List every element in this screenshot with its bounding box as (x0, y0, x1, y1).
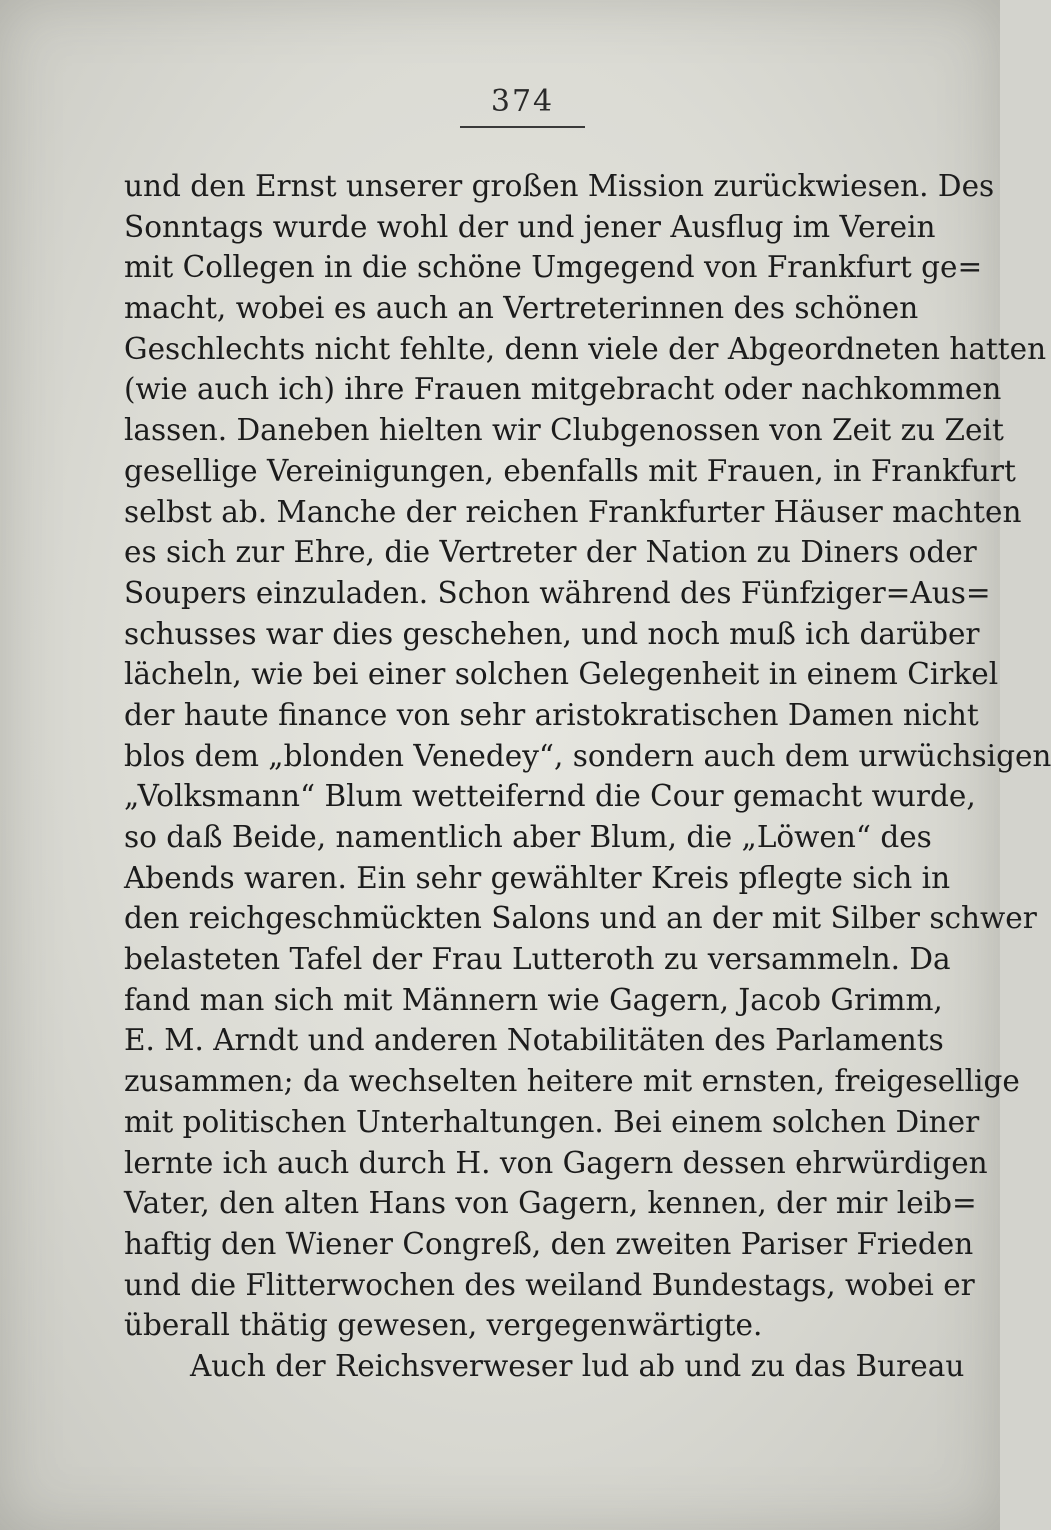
page-number-rule (460, 126, 585, 128)
text-line: es sich zur Ehre, die Vertreter der Nation zu Diners oder (124, 535, 977, 570)
body-text (124, 166, 1051, 1387)
text-line: Soupers einzuladen. Schon während des Fünfziger=Aus= (124, 575, 991, 610)
text-line: schusses war dies geschehen, und noch muß ich darüber (124, 616, 980, 651)
text-line: fand man sich mit Männern wie Gagern, Jacob Grimm, (124, 982, 943, 1017)
text-line: der haute finance von sehr aristokratischen Damen nicht (124, 697, 979, 732)
text-line: mit politischen Unterhaltungen. Bei einem solchen Diner (124, 1104, 980, 1139)
text-line: macht, wobei es auch an Vertreterinnen des schönen (124, 291, 919, 326)
text-line: und die Flitterwochen des weiland Bundestags, wobei er (124, 1267, 975, 1302)
text-line: selbst ab. Manche der reichen Frankfurter Häuser machten (124, 494, 1022, 529)
text-line: zusammen; da wechselten heitere mit ernsten, freigesellige (124, 1064, 1020, 1099)
text-line: haftig den Wiener Congreß, den zweiten Pariser Frieden (124, 1226, 974, 1261)
text-line: den reichgeschmückten Salons und an der mit Silber schwer (124, 901, 1037, 936)
text-line: überall thätig gewesen, vergegenwärtigte. (124, 1308, 763, 1343)
text-line: gesellige Vereinigungen, ebenfalls mit Frauen, in Frankfurt (124, 453, 1016, 488)
text-line: E. M. Arndt und anderen Notabilitäten des Parlaments (124, 1023, 944, 1058)
text-line: lächeln, wie bei einer solchen Gelegenheit in einem Cirkel (124, 657, 999, 692)
text-line: belasteten Tafel der Frau Lutteroth zu versammeln. Da (124, 942, 951, 977)
text-line: Vater, den alten Hans von Gagern, kennen, der mir leib= (124, 1186, 977, 1221)
text-line: so daß Beide, namentlich aber Blum, die „Löwen“ des (124, 820, 932, 854)
text-line: mit Collegen in die schöne Umgegend von Frankfurt ge= (124, 250, 983, 285)
text-line: (wie auch ich) ihre Frauen mitgebracht oder nachkommen (124, 372, 1002, 407)
text-line: „Volksmann“ Blum wetteifernd die Cour gemacht wurde, (124, 779, 976, 814)
text-line: und den Ernst unserer großen Mission zurückwiesen. Des (124, 169, 995, 203)
text-line-paragraph-start: Auch der Reichsverweser lud ab und zu das Bureau (190, 1348, 965, 1383)
text-line: Abends waren. Ein sehr gewählter Kreis pflegte sich in (124, 860, 951, 895)
text-line: Sonntags wurde wohl der und jener Ausflug im Verein (124, 209, 936, 244)
page-number: 374 (490, 84, 555, 119)
text-line: blos dem „blonden Venedey“, sondern auch dem urwüchsigen (124, 738, 1051, 773)
text-line: lassen. Daneben hielten wir Clubgenossen von Zeit zu Zeit (124, 413, 1004, 448)
text-line: Geschlechts nicht fehlte, denn viele der Abgeordneten hatten (124, 331, 1047, 366)
text-line: lernte ich auch durch H. von Gagern dessen ehrwürdigen (124, 1145, 988, 1180)
